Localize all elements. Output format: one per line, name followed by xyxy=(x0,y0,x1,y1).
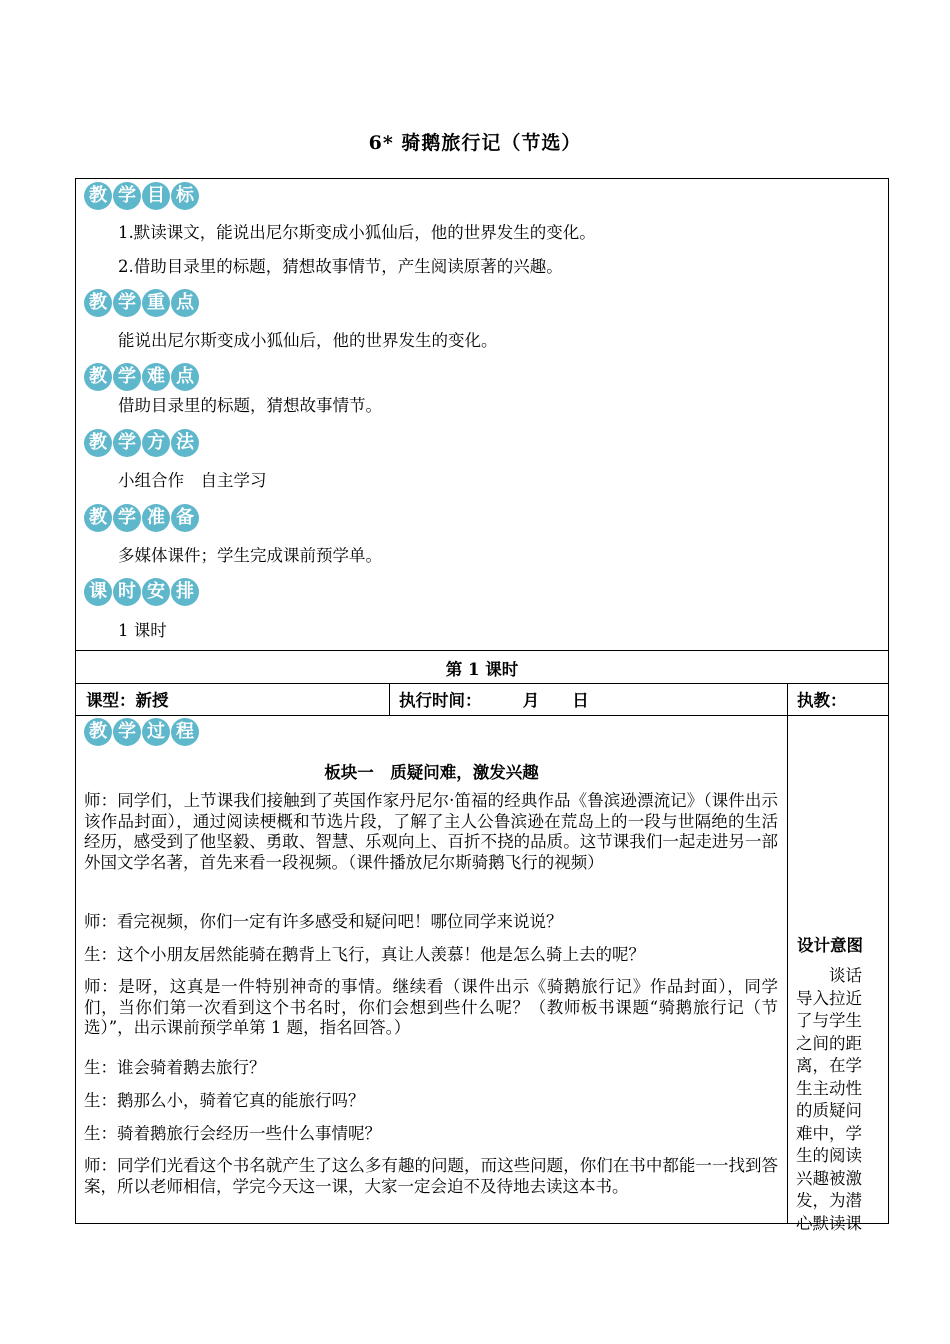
objective-item: 2.借助目录里的标题，猜想故事情节，产生阅读原著的兴趣。 xyxy=(118,257,563,276)
col-divider xyxy=(389,683,390,715)
dialogue-paragraph: 师：同学们光看这个书名就产生了这么多有趣的问题，而这些问题，你们在书中都能一一找到答案，所以老师相信，学完今天这一课，大家一定会迫不及待地去读这本书。 xyxy=(84,1156,778,1196)
badge-char: 学 xyxy=(113,363,141,391)
row-divider xyxy=(76,715,888,716)
dialogue-paragraph: 师：看完视频，你们一定有许多感受和疑问吧！哪位同学来说说？ xyxy=(84,912,563,931)
lesson-plan-table xyxy=(75,178,889,1233)
difficulties-badge xyxy=(84,363,199,391)
badge-char: 教 xyxy=(84,504,112,532)
dialogue-paragraph: 生：鹅那么小，骑着它真的能旅行吗？ xyxy=(84,1091,365,1110)
objective-item: 1.默读课文，能说出尼尔斯变成小狐仙后，他的世界发生的变化。 xyxy=(118,223,596,242)
badge-char: 学 xyxy=(113,718,141,746)
process-badge xyxy=(84,718,199,746)
key-points-badge xyxy=(84,289,199,317)
badge-char: 教 xyxy=(84,363,112,391)
design-intent-text: 谈话导入拉近了与学生之间的距离，在学生主动性的质疑问难中，学生的阅读兴趣被激发，为潜心默读课 xyxy=(796,966,862,1233)
schedule-badge xyxy=(84,578,199,606)
lesson-header: 第 1 课时 xyxy=(445,660,519,679)
badge-char: 重 xyxy=(142,289,170,317)
badge-char: 学 xyxy=(113,289,141,317)
execution-time: 执行时间： 月 日 xyxy=(399,691,589,710)
section-title: 板块一 质疑问难，激发兴趣 xyxy=(324,763,539,782)
badge-char: 准 xyxy=(142,504,170,532)
objectives-badge xyxy=(84,182,199,210)
dialogue-paragraph: 生：这个小朋友居然能骑在鹅背上飞行，真让人羡慕！他是怎么骑上去的呢？ xyxy=(84,945,645,964)
course-type: 课型：新授 xyxy=(86,691,169,710)
badge-char: 目 xyxy=(142,182,170,210)
key-points-text: 能说出尼尔斯变成小狐仙后，他的世界发生的变化。 xyxy=(118,331,498,350)
badge-char: 点 xyxy=(171,289,199,317)
badge-char: 程 xyxy=(171,718,199,746)
badge-char: 教 xyxy=(84,182,112,210)
dialogue-paragraph: 生：谁会骑着鹅去旅行？ xyxy=(84,1058,266,1077)
badge-char: 标 xyxy=(171,182,199,210)
badge-char: 学 xyxy=(113,504,141,532)
badge-char: 教 xyxy=(84,289,112,317)
badge-char: 法 xyxy=(171,429,199,457)
difficulties-text: 借助目录里的标题，猜想故事情节。 xyxy=(118,396,382,415)
badge-char: 难 xyxy=(142,363,170,391)
badge-char: 课 xyxy=(84,578,112,606)
badge-char: 方 xyxy=(142,429,170,457)
badge-char: 排 xyxy=(171,578,199,606)
badge-char: 学 xyxy=(113,429,141,457)
design-intent-label: 设计意图 xyxy=(797,936,863,955)
schedule-text: 1 课时 xyxy=(118,621,167,640)
methods-badge xyxy=(84,429,199,457)
dialogue-paragraph: 师：同学们，上节课我们接触到了英国作家丹尼尔·笛福的经典作品《鲁滨逊漂流记》（课件出示该作品封面），通过阅读梗概和节选片段，了解了主人公鲁滨逊在荒岛上的一段与世隔绝的生活经历，感受到了他坚毅、勇敢、智慧、乐观向上、百折不挠的品质。这节课我们一起走进另一部外国文学名著，首先来看一段视频。（课件播放尼尔斯骑鹅飞行的视频） xyxy=(84,791,778,872)
dialogue-paragraph: 生：骑着鹅旅行会经历一些什么事情呢？ xyxy=(84,1124,381,1143)
page-title: 6* 骑鹅旅行记（节选） xyxy=(368,132,582,154)
methods-text: 小组合作 自主学习 xyxy=(118,471,267,490)
preparation-text: 多媒体课件；学生完成课前预学单。 xyxy=(118,546,382,565)
badge-char: 过 xyxy=(142,718,170,746)
badge-char: 学 xyxy=(113,182,141,210)
teacher-label: 执教： xyxy=(797,691,847,710)
badge-char: 点 xyxy=(171,363,199,391)
preparation-badge xyxy=(84,504,199,532)
badge-char: 安 xyxy=(142,578,170,606)
badge-char: 教 xyxy=(84,429,112,457)
dialogue-paragraph: 师：是呀，这真是一件特别神奇的事情。继续看（课件出示《骑鹅旅行记》作品封面），同学们，当你们第一次看到这个书名时，你们会想到些什么呢？（教师板书课题“骑鹅旅行记（节选）”，出示课前预学单第 1 题，指名回答。） xyxy=(84,977,778,1037)
badge-char: 备 xyxy=(171,504,199,532)
row-divider xyxy=(76,650,888,651)
badge-char: 时 xyxy=(113,578,141,606)
col-divider xyxy=(787,683,788,1224)
badge-char: 教 xyxy=(84,718,112,746)
row-divider xyxy=(76,683,888,684)
